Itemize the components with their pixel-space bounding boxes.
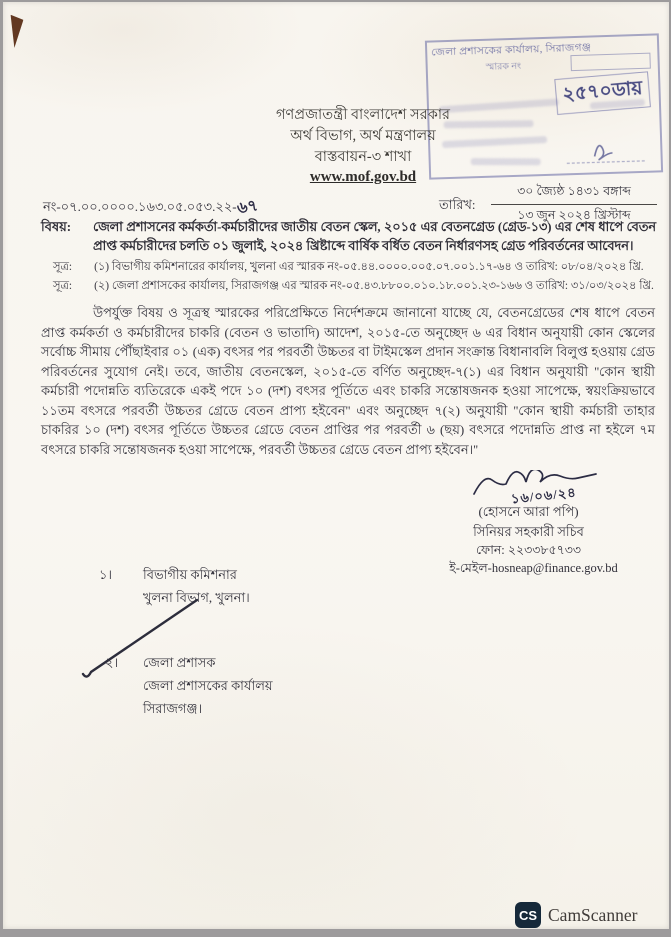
- date-bangla: ৩০ জ্যৈষ্ঠ ১৪৩১ বঙ্গাব্দ: [491, 183, 657, 205]
- date-gregorian: ১৩ জুন ২০২৪ খ্রিস্টাব্দ: [517, 208, 631, 222]
- signatory-designation: সিনিয়র সহকারী সচিব: [473, 524, 584, 539]
- camscanner-icon: CS: [515, 902, 541, 928]
- recipient-2-title: জেলা প্রশাসক: [143, 655, 216, 670]
- reference-label: সূত্র:: [53, 261, 73, 273]
- recipient-2-address: সিরাজগঞ্জ।: [143, 701, 203, 716]
- signature-handwritten-date: ১৬/০৬/২৪: [510, 484, 578, 507]
- stamp-handwritten-number: ২৫৭০ডায়: [554, 71, 651, 115]
- letterhead-branch: বাস্তবায়ন-৩ শাখা: [314, 149, 412, 165]
- letter-body-paragraph: উপর্যুক্ত বিষয় ও সূত্রস্থ স্মারকের পরিপ্রেক্ষিতে নির্দেশক্রমে জানানো যাচ্ছে যে, বেতনগ্রেডের শেষ ধাপে বেতন প্রাপ্ত কর্মকর্তা ও কর্মচারীদের চাকরি (বেতন ও ভাতাদি) আদেশ, ২০১৫-তে অনুচ্ছেদ ৬ এর বিধান অনুযায়ী কোন স্কেলের সর্বোচ্চ সীমায় পৌঁছাইবার ০১ (এক) বৎসর পর পরবর্তী উচ্চতর বা টাইমস্কেল প্রদান সংক্রান্ত বিধানাবলি বিলুপ্ত হওয়ায় গ্রেড পরিবর্তনের সুযোগ নেই। তবে, জাতীয় বেতনস্কেল, ২০১৫-তে বর্ণিত অনুচ্ছেদ-৭(১) এর বিধান অনুযায়ী ''কোন স্থায়ী কর্মচারী পদোন্নতি ব্যতিরেকে একই পদে ১০ (দশ) বৎসর পূর্তিতে এবং চাকরি সন্তোষজনক হওয়া সাপেক্ষে, স্বয়ংক্রিয়ভাবে ১১তম বৎসরে পরবর্তী উচ্চতর গ্রেডে বেতন প্রাপ্য হইবেন'' এবং অনুচ্ছেদ ৭(২) অনুযায়ী ''কোন স্থায়ী কর্মচারী তাহার চাকরির ১০ (দশ) বৎসর পূর্তিতে উচ্চতর গ্রেডে বেতন প্রাপ্তির পর পরবর্তী ৬ (ছয়) বৎসরে পদোন্নতি প্রাপ্ত না হইলে ৭ম বৎসরে চাকরি সন্তোষজনক হওয়া সাপেক্ষে, পরবর্তী উচ্চতর গ্রেডে বেতন প্রাপ্য হইবেন।'': [41, 305, 655, 457]
- date-label: তারিখ:: [439, 197, 476, 212]
- subject-block: [41, 218, 656, 255]
- letterhead-division: অর্থ বিভাগ, অর্থ মন্ত্রণালয়: [290, 128, 436, 144]
- signatory-phone: ফোন: ২২৩৩৮৫৭৩৩: [475, 543, 581, 557]
- letterhead-government: গণপ্রজাতন্ত্রী বাংলাদেশ সরকার: [275, 107, 451, 123]
- stamp-signature-scribble: [560, 135, 653, 168]
- stamp-office-name: জেলা প্রশাসকের কার্যালয়, সিরাজগঞ্জ: [431, 42, 592, 59]
- memo-number-printed: নং-০৭.০০.০০০০.১৬৩.০৫.০৫৩.২২-: [43, 199, 237, 214]
- stamp-entry-box: [570, 53, 650, 72]
- reference-text: (২) জেলা প্রশাসকের কার্যালয়, সিরাজগঞ্জ এর স্মারক নং-০৫.৪৩.৮৮০০.০১০.১৮.০০১.২৩-১৬৬ ও তারিখ: ৩১/০৩/২০২৪ খ্রি.: [94, 280, 654, 292]
- scanned-letter-page: [3, 2, 669, 929]
- letterhead: [238, 105, 488, 186]
- reference-line-2: [53, 277, 653, 296]
- recipient-1-address: খুলনা বিভাগ, খুলনা।: [143, 590, 250, 605]
- memo-number-handwritten: ৬৭: [235, 197, 259, 218]
- memo-number: [43, 193, 257, 220]
- signatory-email: ই-মেইল-hosneap@finance.gov.bd: [449, 561, 618, 575]
- letterhead-website: www.mof.gov.bd: [309, 169, 417, 185]
- subject-label: বিষয়:: [41, 219, 72, 234]
- signatory-name: (হোসনে আরা পপি): [478, 504, 579, 519]
- recipient-2-serial: ২।: [105, 655, 119, 670]
- reference-label: সূত্র:: [53, 280, 73, 292]
- recipient-2-office: জেলা প্রশাসকের কার্যালয়: [143, 678, 273, 693]
- recipient-1-title: বিভাগীয় কমিশনার: [143, 567, 237, 582]
- reference-line-1: [53, 258, 653, 277]
- page-corner-fold-mark: [9, 15, 23, 48]
- recipient-1-serial: ১।: [99, 567, 113, 582]
- camscanner-label: CamScanner: [548, 905, 638, 925]
- stamp-field-label: স্মারক নং: [485, 61, 522, 73]
- reference-text: (১) বিভাগীয় কমিশনারের কার্যালয়, খুলনা এর স্মারক নং-০৫.৪৪.০০০০.০০৫.০৭.০০১.১৭-৬৪ ও তারিখ: ০৮/০৪/২০২৪ খ্রি.: [94, 261, 644, 273]
- subject-text: জেলা প্রশাসনের কর্মকর্তা-কর্মচারীদের জাতীয় বেতন স্কেল, ২০১৫ এর বেতনগ্রেড (গ্রেড-১৩) এর শেষ ধাপে বেতন প্রাপ্ত কর্মচারীদের চলতি ০১ জুলাই, ২০২৪ খ্রিষ্টাব্দে বার্ষিক বর্ধিত বেতন নির্ধারণসহ গ্রেড পরিবর্তনের আবেদন।: [93, 220, 656, 253]
